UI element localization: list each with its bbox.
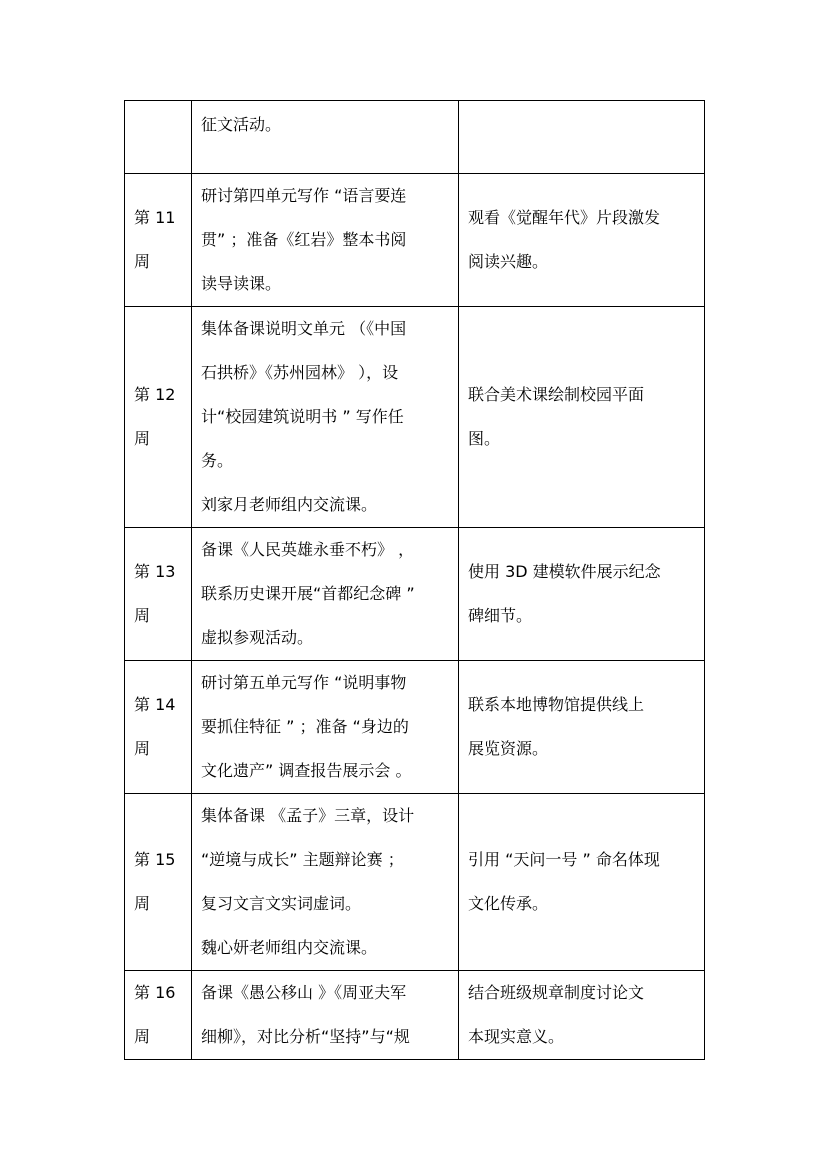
week-unit: 周 [134,606,151,625]
prep-line: 细柳》，对比分析“坚持”与“规 [201,1027,410,1046]
table-row [125,174,705,307]
prep-line: 贯” ；准备《红岩》整本书阅 [201,230,407,249]
resource-line: 文化传承。 [468,894,549,913]
prep-line: 刘家月老师组内交流课。 [201,495,378,514]
prep-line: 研讨第四单元写作 “语言要连 [201,186,407,205]
prep-line: 集体备课说明文单元 （《中国 [201,319,407,338]
week-cell [125,528,192,661]
prep-line: 虚拟参观活动。 [201,628,314,647]
prep-line: 征文活动。 [201,115,282,134]
table-row [125,971,705,1060]
week-cell [125,971,192,1060]
resource-cell [459,307,705,528]
prep-line: 计“校园建筑说明书 ” 写作任 [201,407,404,426]
week-unit: 周 [134,252,151,271]
prep-line: 务。 [201,451,234,470]
week-cell [125,661,192,794]
prep-line: 备课《愚公移山 》《周亚夫军 [201,983,407,1002]
week-number: 第 13 [134,562,176,581]
prep-line: 联系历史课开展“首都纪念碑 ” [201,584,415,603]
resource-line: 阅读兴趣。 [468,252,549,271]
resource-line: 展览资源。 [468,739,549,758]
resource-line: 本现实意义。 [468,1027,565,1046]
teaching-plan-table [124,100,705,1060]
prep-line: “逆境与成长” 主题辩论赛 ； [201,850,404,869]
resource-line: 结合班级规章制度讨论文 [468,983,645,1002]
prep-line: 集体备课 《孟子》三章，设计 [201,806,415,825]
prep-cell [192,794,459,971]
table-row [125,101,705,174]
prep-line: 备课《人民英雄永垂不朽》 ， [201,540,415,559]
week-unit: 周 [134,739,151,758]
resource-line: 观看《觉醒年代》片段激发 [468,208,661,227]
prep-line: 文化遗产” 调查报告展示会 。 [201,761,412,780]
resource-line: 联合美术课绘制校园平面 [468,385,645,404]
resource-cell [459,174,705,307]
resource-line: 使用 3D 建模软件展示纪念 [468,562,661,581]
week-number: 第 14 [134,695,176,714]
week-unit: 周 [134,429,151,448]
prep-cell [192,101,459,174]
prep-line: 读导读课。 [201,274,282,293]
table-body [125,101,705,1060]
week-unit: 周 [134,894,151,913]
resource-line: 联系本地博物馆提供线上 [468,695,645,714]
resource-cell [459,971,705,1060]
week-number: 第 12 [134,385,176,404]
week-number: 第 16 [134,983,176,1002]
week-number: 第 15 [134,850,176,869]
week-unit: 周 [134,1027,151,1046]
prep-cell [192,528,459,661]
prep-cell [192,971,459,1060]
prep-line: 复习文言文实词虚词。 [201,894,362,913]
table-row [125,307,705,528]
table-row [125,661,705,794]
resource-line: 图。 [468,429,501,448]
week-cell [125,101,192,174]
resource-line: 碑细节。 [468,606,533,625]
prep-line: 研讨第五单元写作 “说明事物 [201,673,407,692]
prep-line: 要抓住特征 ” ；准备 “身边的 [201,717,409,736]
week-cell [125,174,192,307]
prep-cell [192,174,459,307]
prep-cell [192,661,459,794]
table-row [125,794,705,971]
week-number: 第 11 [134,208,176,227]
resource-cell [459,528,705,661]
resource-cell [459,661,705,794]
prep-cell [192,307,459,528]
table-row [125,528,705,661]
week-cell [125,794,192,971]
resource-cell [459,101,705,174]
resource-cell [459,794,705,971]
resource-line: 引用 “天问一号 ” 命名体现 [468,850,660,869]
week-cell [125,307,192,528]
prep-line: 石拱桥》《苏州园林》 ），设 [201,363,399,382]
prep-line: 魏心妍老师组内交流课。 [201,938,378,957]
